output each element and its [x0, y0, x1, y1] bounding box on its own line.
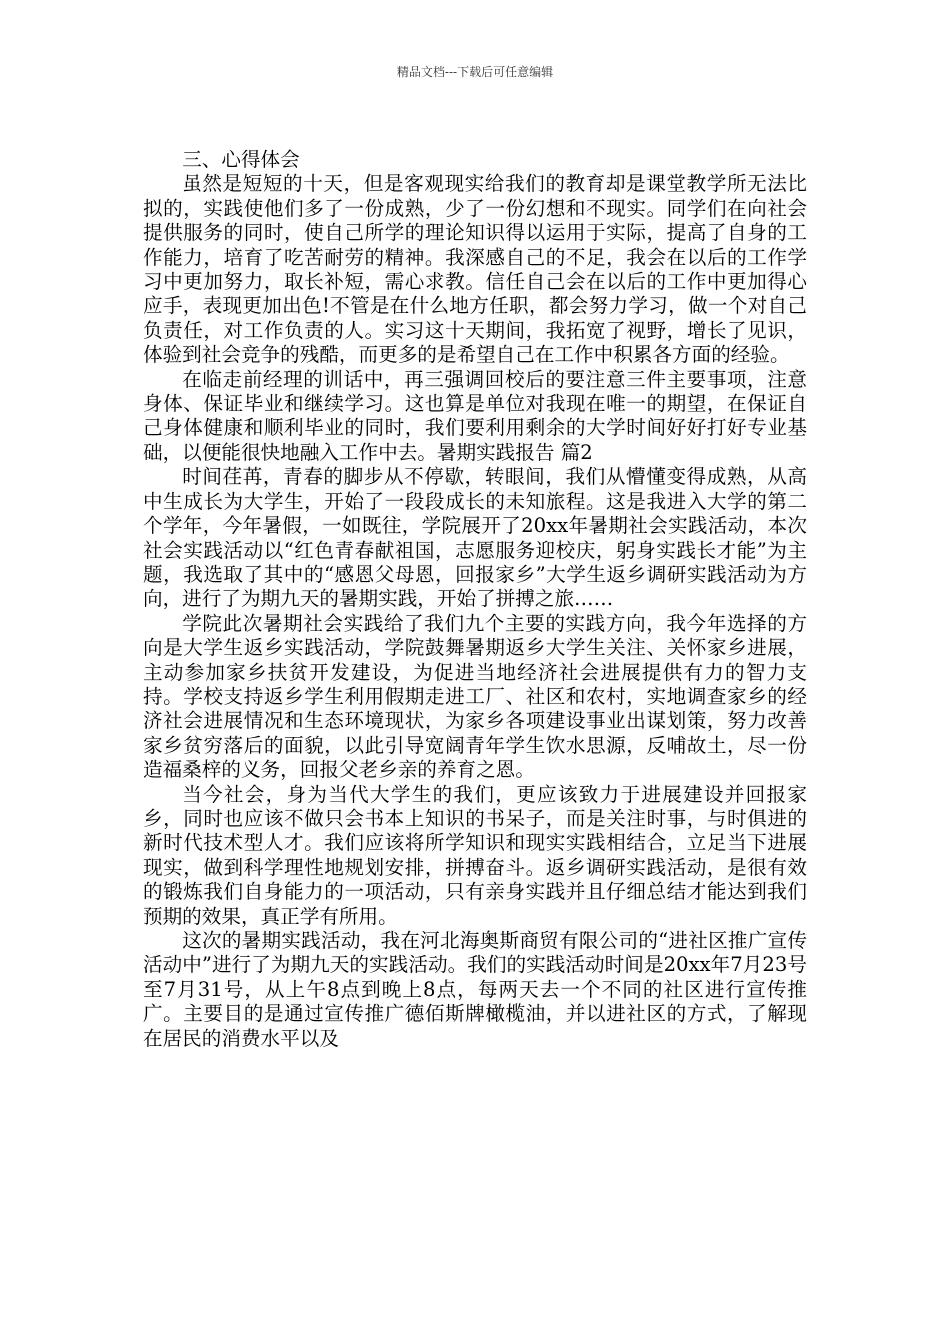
paragraph: 这次的暑期实践活动，我在河北海奥斯商贸有限公司的“进社区推广宣传活动中”进行了为期九天的实践活动。我们的实践活动时间是20xx年7月23号至7月31号，从上午8点到晚上8点，每两天去一个不同的社区进行宣传推广。主要目的是通过宣传推广德佰斯牌橄榄油，并以进社区的方式，了解现在居民的消费水平以及: [143, 929, 807, 1050]
paragraph: 学院此次暑期社会实践给了我们九个主要的实践方向，我今年选择的方向是大学生返乡实践活动，学院鼓舞暑期返乡大学生关注、关怀家乡进展，主动参加家乡扶贫开发建设，为促进当地经济社会进展提供有力的智力支持。学校支持返乡学生利用假期走进工厂、社区和农村，实地调查家乡的经济社会进展情况和生态环境现状，为家乡各项建设事业出谋划策，努力改善家乡贫穷落后的面貌，以此引导宽阔青年学生饮水思源，反哺故土，尽一份造福桑梓的义务，回报父老乡亲的养育之恩。: [143, 611, 807, 782]
document-body: [143, 148, 807, 1051]
paragraph: 当今社会，身为当代大学生的我们，更应该致力于进展建设并回报家乡，同时也应该不做只会书本上知识的书呆子，而是关注时事，与时俱进的新时代技术型人才。我们应该将所学知识和现实实践相结合，立足当下进展现实，做到科学理性地规划安排，拼搏奋斗。返乡调研实践活动，是很有效的锻炼我们自身能力的一项活动，只有亲身实践并且仔细总结才能达到我们预期的效果，真正学有所用。: [143, 782, 807, 928]
paragraph: 虽然是短短的十天，但是客观现实给我们的教育却是课堂教学所无法比拟的，实践使他们多了一份成熟，少了一份幻想和不现实。同学们在向社会提供服务的同时，使自己所学的理论知识得以运用于实际，提高了自身的工作能力，培育了吃苦耐劳的精神。我深感自己的不足，我会在以后的工作学习中更加努力，取长补短，需心求教。信任自己会在以后的工作中更加得心应手，表现更加出色!不管是在什么地方任职，都会努力学习，做一个对自己负责任，对工作负责的人。实习这十天期间，我拓宽了视野，增长了见识，体验到社会竞争的残酷，而更多的是希望自己在工作中积累各方面的经验。: [143, 172, 807, 367]
section-heading: 三、心得体会: [182, 148, 300, 171]
paragraph: 在临走前经理的训话中，再三强调回校后的要注意三件主要事项，注意身体、保证毕业和继续学习。这也算是单位对我现在唯一的期望，在保证自己身体健康和顺利毕业的同时，我们要利用剩余的大学时间好好打好专业基础，以便能很快地融入工作中去。暑期实践报告 篇2: [143, 367, 807, 464]
paragraph: 时间荏苒，青春的脚步从不停歇，转眼间，我们从懵懂变得成熟，从高中生成长为大学生，开始了一段段成长的未知旅程。这是我进入大学的第二个学年，今年暑假，一如既往，学院展开了20xx年暑期社会实践活动，本次社会实践活动以“红色青春献祖国，志愿服务迎校庆，躬身实践长才能”为主题，我选取了其中的“感恩父母恩，回报家乡”大学生返乡调研实践活动为方向，进行了为期九天的暑期实践，开始了拼搏之旅……: [143, 465, 807, 611]
header-note: 精品文档---下载后可任意编辑: [396, 65, 554, 79]
